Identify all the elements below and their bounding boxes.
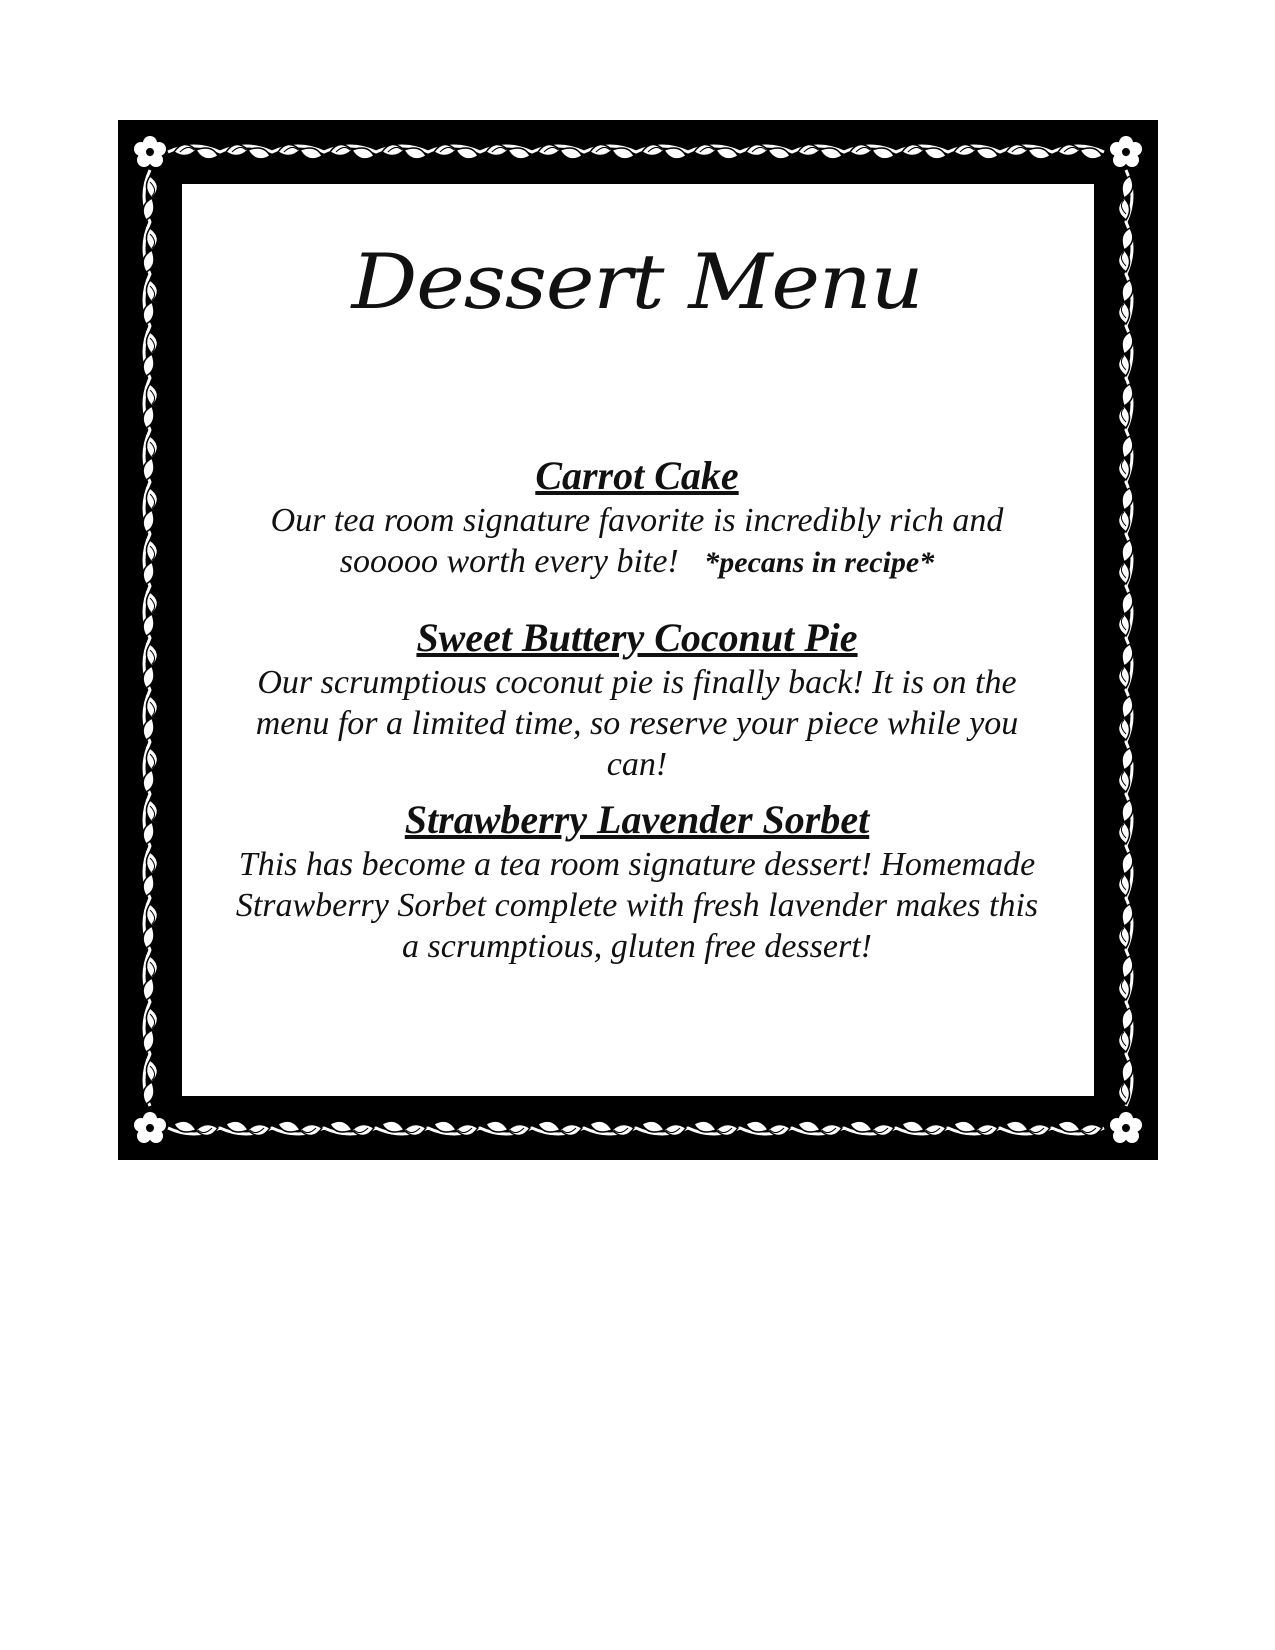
description-line: can! [606, 746, 668, 783]
item-name: Sweet Buttery Coconut Pie [416, 615, 858, 660]
menu-content [182, 182, 1092, 1092]
menu-item-strawberry-sorbet [182, 796, 1092, 967]
menu-item-carrot-cake [182, 452, 1092, 583]
item-description [182, 500, 1092, 583]
item-name: Carrot Cake [535, 453, 739, 498]
item-description [182, 662, 1092, 785]
description-line: Our tea room signature favorite is incredibly rich and [270, 502, 1004, 539]
menu-item-coconut-pie [182, 614, 1092, 785]
allergen-note: *pecans in recipe* [704, 546, 935, 579]
item-description [182, 844, 1092, 967]
description-line: sooooo worth every bite! [339, 543, 679, 580]
description-line: menu for a limited time, so reserve your piece while you [255, 705, 1019, 742]
description-line: Our scrumptious coconut pie is finally back! It is on the [257, 664, 1017, 701]
item-name: Strawberry Lavender Sorbet [404, 797, 870, 842]
description-line: This has become a tea room signature dessert! Homemade [238, 846, 1036, 883]
description-line: a scrumptious, gluten free dessert! [402, 928, 872, 965]
description-line: Strawberry Sorbet complete with fresh lavender makes this [235, 887, 1039, 924]
menu-title: Dessert Menu [351, 237, 923, 326]
